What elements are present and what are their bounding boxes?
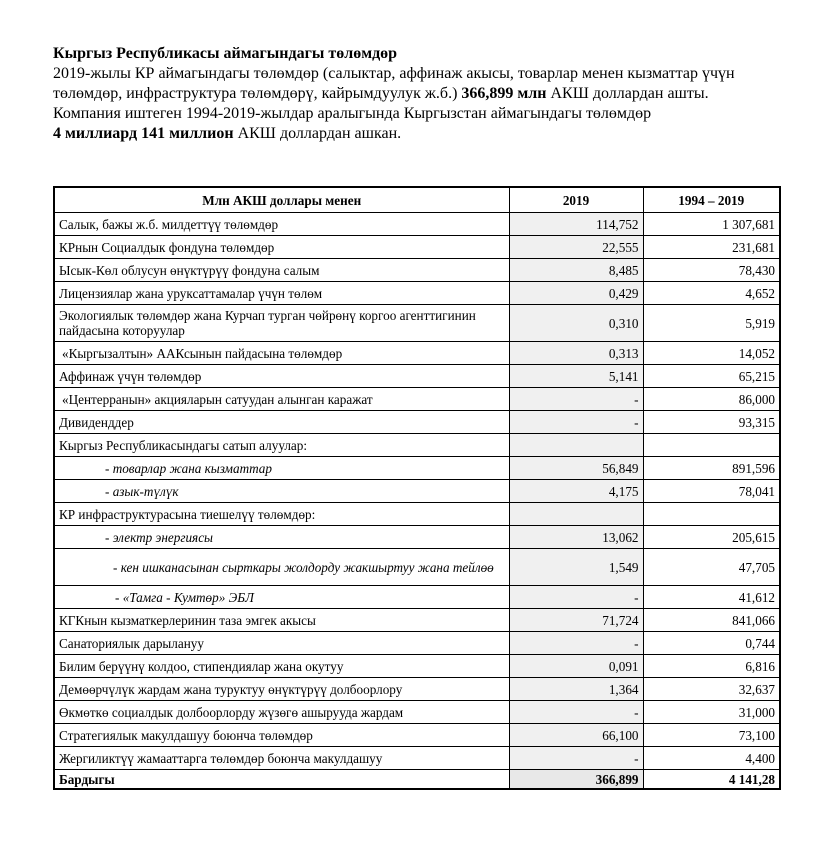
row-label: Демөөрчүлүк жардам жана туруктуу өнүктүрүү долбоорлору (54, 678, 509, 701)
total-value-total: 4 141,28 (643, 770, 780, 790)
table-row (54, 236, 780, 259)
row-label: Экологиялык төлөмдөр жана Курчап турган чөйрөнү коргоо агенттигинин пайдасына которуулар (54, 305, 509, 342)
row-value-2019 (509, 503, 643, 526)
intro-paragraph-1: 2019-жылы КР аймагындагы төлөмдөр (салыктар, аффинаж акысы, товарлар менен кызматтар үчүн төлөмдөр, инфраструктура төлөмдөрү, кайрымдуулук ж.б.) 366,899 млн АКШ доллардан ашты. (53, 65, 735, 102)
table-row (54, 701, 780, 724)
row-value-2019: 13,062 (509, 526, 643, 549)
row-value-total: 73,100 (643, 724, 780, 747)
row-label: Лицензиялар жана уруксаттамалар үчүн төлөм (54, 282, 509, 305)
row-value-total: 78,041 (643, 480, 780, 503)
row-value-2019: - (509, 411, 643, 434)
row-value-2019: 1,364 (509, 678, 643, 701)
row-value-2019: - (509, 632, 643, 655)
row-value-total: 41,612 (643, 586, 780, 609)
table-row (54, 411, 780, 434)
total-value-2019: 366,899 (509, 770, 643, 790)
row-label: - электр энергиясы (54, 526, 509, 549)
row-label: Кыргыз Республикасындагы сатып алуулар: (54, 434, 509, 457)
total-row (54, 770, 780, 790)
row-value-2019: 1,549 (509, 549, 643, 586)
row-label: Аффинаж үчүн төлөмдөр (54, 365, 509, 388)
row-value-2019: 0,310 (509, 305, 643, 342)
row-label: - товарлар жана кызматтар (54, 457, 509, 480)
row-label: - «Тамга - Кумтөр» ЭБЛ (54, 586, 509, 609)
row-label: - азык-түлүк (54, 480, 509, 503)
payments-table (53, 186, 781, 790)
row-value-total: 47,705 (643, 549, 780, 586)
row-label: Санаториялык дарылануу (54, 632, 509, 655)
row-label: Дивиденддер (54, 411, 509, 434)
row-value-2019: 66,100 (509, 724, 643, 747)
row-value-2019: 8,485 (509, 259, 643, 282)
row-label: «Центерранын» акцияларын сатуудан алынган каражат (54, 388, 509, 411)
table-row (54, 480, 780, 503)
row-value-total: 93,315 (643, 411, 780, 434)
header-label: Млн АКШ доллары менен (54, 187, 509, 213)
intro-title: Кыргыз Республикасы аймагындагы төлөмдөр (53, 45, 398, 62)
row-value-total: 32,637 (643, 678, 780, 701)
row-value-total: 78,430 (643, 259, 780, 282)
table-row (54, 365, 780, 388)
row-value-total: 6,816 (643, 655, 780, 678)
table-row (54, 747, 780, 770)
table-row (54, 434, 780, 457)
header-total: 1994 – 2019 (643, 187, 780, 213)
table-row (54, 503, 780, 526)
row-label: Жергиликтүү жамааттарга төлөмдөр боюнча макулдашуу (54, 747, 509, 770)
row-label: Салык, бажы ж.б. милдеттүү төлөмдөр (54, 213, 509, 236)
row-value-total: 205,615 (643, 526, 780, 549)
row-label: Стратегиялык макулдашуу боюнча төлөмдөр (54, 724, 509, 747)
row-label: «Кыргызалтын» ААКсынын пайдасына төлөмдөр (54, 342, 509, 365)
table-row (54, 586, 780, 609)
row-value-total: 65,215 (643, 365, 780, 388)
table-row (54, 549, 780, 586)
row-value-total: 86,000 (643, 388, 780, 411)
row-value-2019: 114,752 (509, 213, 643, 236)
row-label: КР инфраструктурасына тиешелүү төлөмдөр: (54, 503, 509, 526)
row-value-2019: 5,141 (509, 365, 643, 388)
table-row (54, 388, 780, 411)
table-row (54, 213, 780, 236)
row-value-2019: 71,724 (509, 609, 643, 632)
row-value-total (643, 503, 780, 526)
row-value-total: 31,000 (643, 701, 780, 724)
row-value-total: 14,052 (643, 342, 780, 365)
table-row (54, 305, 780, 342)
table-row (54, 609, 780, 632)
table-row (54, 632, 780, 655)
table-row (54, 678, 780, 701)
table-row (54, 457, 780, 480)
row-value-2019: 4,175 (509, 480, 643, 503)
row-label: КРнын Социалдык фондуна төлөмдөр (54, 236, 509, 259)
row-value-2019: - (509, 388, 643, 411)
row-value-2019: 0,091 (509, 655, 643, 678)
row-value-total (643, 434, 780, 457)
table-row (54, 282, 780, 305)
table-header-row (54, 187, 780, 213)
table-body (54, 213, 780, 790)
row-label: Ысык-Көл облусун өнүктүрүү фондуна салым (54, 259, 509, 282)
row-value-2019: 22,555 (509, 236, 643, 259)
row-label: - кен ишканасынан сырткары жолдорду жакшыртуу жана тейлөө (54, 549, 509, 586)
intro-text (53, 44, 783, 144)
row-value-2019: - (509, 586, 643, 609)
row-label: Билим берүүнү колдоо, стипендиялар жана окутуу (54, 655, 509, 678)
table-row (54, 259, 780, 282)
row-label: КГКнын кызматкерлеринин таза эмгек акысы (54, 609, 509, 632)
row-value-2019: 56,849 (509, 457, 643, 480)
row-value-total: 231,681 (643, 236, 780, 259)
row-value-2019: - (509, 701, 643, 724)
table-row (54, 724, 780, 747)
row-value-total: 891,596 (643, 457, 780, 480)
table-row (54, 655, 780, 678)
row-label: Өкмөткө социалдык долбоорлорду жүзөгө ашырууда жардам (54, 701, 509, 724)
row-value-total: 1 307,681 (643, 213, 780, 236)
row-value-total: 841,066 (643, 609, 780, 632)
row-value-2019: - (509, 747, 643, 770)
row-value-2019: 0,313 (509, 342, 643, 365)
row-value-2019: 0,429 (509, 282, 643, 305)
table-row (54, 526, 780, 549)
row-value-2019 (509, 434, 643, 457)
table-row (54, 342, 780, 365)
row-value-total: 5,919 (643, 305, 780, 342)
intro-paragraph-2: Компания иштеген 1994-2019-жылдар аралыгында Кыргызстан аймагындагы төлөмдөр 4 миллиард 141 миллион АКШ доллардан ашкан. (53, 105, 652, 142)
total-label: Бардыгы (54, 770, 509, 790)
row-value-total: 0,744 (643, 632, 780, 655)
row-value-total: 4,400 (643, 747, 780, 770)
row-value-total: 4,652 (643, 282, 780, 305)
header-2019: 2019 (509, 187, 643, 213)
